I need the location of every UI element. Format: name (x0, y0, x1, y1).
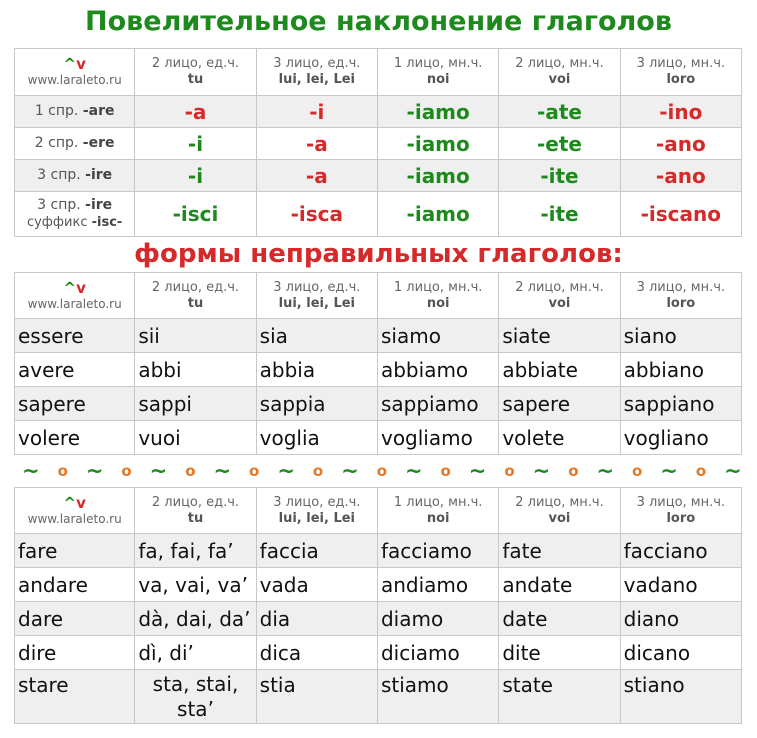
person-header: 2 лицо, мн.ч. voi (499, 273, 620, 319)
arrows-logo: ^v (63, 493, 86, 512)
verb-row (15, 568, 742, 602)
person-header: 3 лицо, ед.ч. lui, lei, Lei (256, 273, 377, 319)
form-cell: faccia (256, 534, 377, 568)
person-header: 2 лицо, ед.ч. tu (135, 488, 256, 534)
person-header: 1 лицо, мн.ч. noi (377, 49, 498, 96)
form-cell: stiamo (377, 670, 498, 724)
form-cell: dà, dai, da’ (135, 602, 256, 636)
form-cell: vogliano (620, 421, 741, 455)
page-title: Повелительное наклонение глаголов (85, 6, 672, 37)
ending-cell: -iamo (377, 160, 498, 192)
site-link[interactable]: www.laraleto.ru (27, 511, 122, 526)
arrows-logo: ^v (63, 278, 86, 297)
form-cell: vuoi (135, 421, 256, 455)
form-cell: abbiano (620, 353, 741, 387)
form-cell: sappia (256, 387, 377, 421)
ending-cell: -a (256, 160, 377, 192)
form-cell: abbiate (499, 353, 620, 387)
conjugation-row (15, 96, 742, 128)
person-header: 3 лицо, ед.ч. lui, lei, Lei (256, 49, 377, 96)
verb-row (15, 319, 742, 353)
separator-ornament: ~ o ~ o ~ o ~ o ~ o ~ o ~ o ~ o ~ o ~ o ~ o ~ (22, 459, 742, 483)
verb-row (15, 636, 742, 670)
conjugation-row (15, 192, 742, 237)
person-header: 3 лицо, ед.ч. lui, lei, Lei (256, 488, 377, 534)
form-cell: facciano (620, 534, 741, 568)
verb-row (15, 421, 742, 455)
verb-row (15, 353, 742, 387)
ending-cell: -ano (620, 160, 741, 192)
conjugation-label: 2 спр. -ere (15, 128, 135, 160)
endings-table (14, 48, 742, 237)
form-cell: diciamo (377, 636, 498, 670)
ending-cell: -iscano (620, 192, 741, 237)
ending-cell: -i (135, 160, 256, 192)
form-cell: abbi (135, 353, 256, 387)
brand-cell (15, 49, 135, 96)
verb-row (15, 670, 742, 724)
form-cell: vada (256, 568, 377, 602)
header-row (15, 488, 742, 534)
verb-cell: andare (15, 568, 135, 602)
verb-cell: essere (15, 319, 135, 353)
form-cell: va, vai, va’ (135, 568, 256, 602)
conjugation-label: 3 спр. -ire суффикс -isc- (15, 192, 135, 237)
verb-cell: avere (15, 353, 135, 387)
ending-cell: -i (256, 96, 377, 128)
form-cell: stiano (620, 670, 741, 724)
form-cell: date (499, 602, 620, 636)
form-cell: dite (499, 636, 620, 670)
form-cell: siate (499, 319, 620, 353)
form-cell: sii (135, 319, 256, 353)
verb-cell: dire (15, 636, 135, 670)
form-cell: fa, fai, fa’ (135, 534, 256, 568)
conjugation-label: 3 спр. -ire (15, 160, 135, 192)
form-cell: sia (256, 319, 377, 353)
section-subtitle: формы неправильных глаголов: (134, 239, 623, 269)
header-row (15, 49, 742, 96)
form-cell: andiamo (377, 568, 498, 602)
form-cell: sappiano (620, 387, 741, 421)
ending-cell: -a (135, 96, 256, 128)
form-cell: sappi (135, 387, 256, 421)
verb-row (15, 534, 742, 568)
person-header: 2 лицо, ед.ч. tu (135, 273, 256, 319)
verb-cell: stare (15, 670, 135, 724)
person-header: 2 лицо, ед.ч. tu (135, 49, 256, 96)
form-cell: siamo (377, 319, 498, 353)
brand-cell (15, 488, 135, 534)
form-cell: stia (256, 670, 377, 724)
form-cell: voglia (256, 421, 377, 455)
person-header: 1 лицо, мн.ч. noi (377, 273, 498, 319)
form-cell: abbia (256, 353, 377, 387)
ending-cell: -ino (620, 96, 741, 128)
form-cell: state (499, 670, 620, 724)
form-cell: sta, stai, sta’ (135, 670, 256, 724)
site-link[interactable]: www.laraleto.ru (27, 296, 122, 311)
ending-cell: -ate (499, 96, 620, 128)
ending-cell: -isci (135, 192, 256, 237)
form-cell: dica (256, 636, 377, 670)
conjugation-label: 1 спр. -are (15, 96, 135, 128)
verb-cell: dare (15, 602, 135, 636)
form-cell: diamo (377, 602, 498, 636)
form-cell: dicano (620, 636, 741, 670)
ending-cell: -iamo (377, 192, 498, 237)
form-cell: volete (499, 421, 620, 455)
verb-cell: volere (15, 421, 135, 455)
arrows-logo: ^v (63, 55, 86, 73)
person-header: 2 лицо, мн.ч. voi (499, 488, 620, 534)
person-header: 3 лицо, мн.ч. loro (620, 488, 741, 534)
ending-cell: -a (256, 128, 377, 160)
person-header: 1 лицо, мн.ч. noi (377, 488, 498, 534)
ending-cell: -i (135, 128, 256, 160)
verb-row (15, 387, 742, 421)
person-header: 3 лицо, мн.ч. loro (620, 273, 741, 319)
header-row (15, 273, 742, 319)
irregular-table-1 (14, 272, 742, 455)
conjugation-row (15, 160, 742, 192)
brand-cell (15, 273, 135, 319)
verb-cell: sapere (15, 387, 135, 421)
form-cell: facciamo (377, 534, 498, 568)
ending-cell: -iamo (377, 128, 498, 160)
conjugation-row (15, 128, 742, 160)
form-cell: fate (499, 534, 620, 568)
ending-cell: -iamo (377, 96, 498, 128)
verb-cell: fare (15, 534, 135, 568)
person-header: 3 лицо, мн.ч. loro (620, 49, 741, 96)
form-cell: sapere (499, 387, 620, 421)
form-cell: dì, di’ (135, 636, 256, 670)
form-cell: diano (620, 602, 741, 636)
form-cell: vogliamo (377, 421, 498, 455)
ending-cell: -ete (499, 128, 620, 160)
verb-row (15, 602, 742, 636)
site-link[interactable]: www.laraleto.ru (27, 73, 122, 87)
ending-cell: -ite (499, 160, 620, 192)
ending-cell: -ite (499, 192, 620, 237)
form-cell: vadano (620, 568, 741, 602)
form-cell: andate (499, 568, 620, 602)
form-cell: sappiamo (377, 387, 498, 421)
form-cell: dia (256, 602, 377, 636)
ending-cell: -isca (256, 192, 377, 237)
ending-cell: -ano (620, 128, 741, 160)
form-cell: abbiamo (377, 353, 498, 387)
person-header: 2 лицо, мн.ч. voi (499, 49, 620, 96)
irregular-table-2 (14, 487, 742, 724)
form-cell: siano (620, 319, 741, 353)
